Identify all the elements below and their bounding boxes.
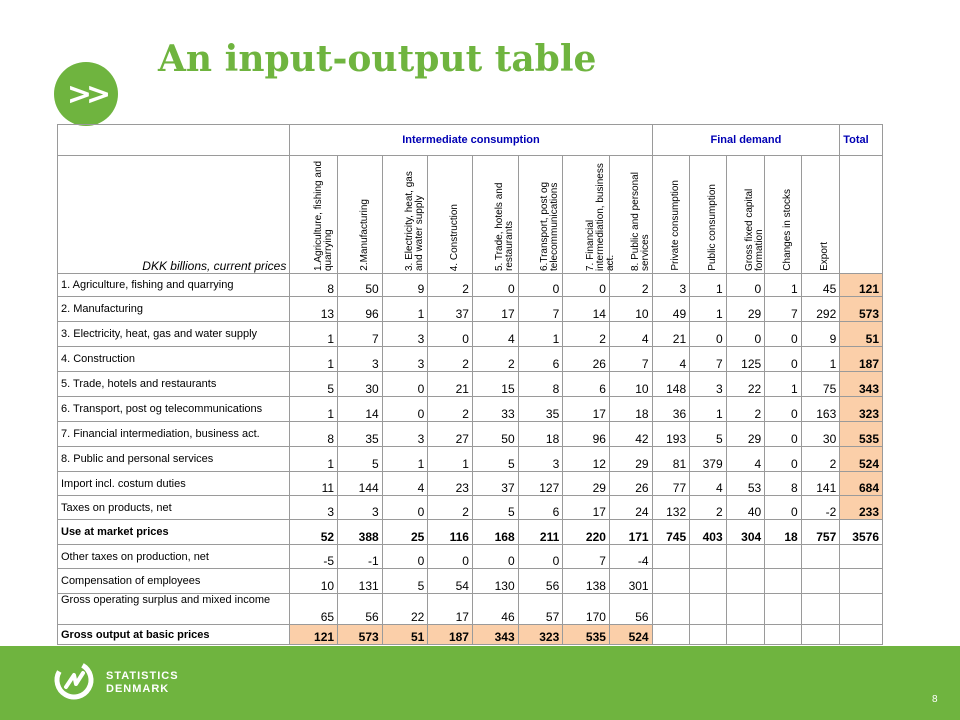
table-cell: 5 [382,569,428,594]
row-label: 6. Transport, post og telecommunications [58,397,290,422]
table-cell: 2 [428,496,473,520]
table-cell: 343 [840,372,883,397]
table-cell: 4 [472,322,518,347]
column-header [609,156,652,274]
table-cell: 11 [290,472,338,496]
table-cell: 170 [563,594,610,625]
table-cell: 130 [472,569,518,594]
table-cell: 1 [428,447,473,472]
column-header [472,156,518,274]
table-cell: 2 [690,496,727,520]
table-cell: 8 [290,274,338,297]
page-title: An input-output table [158,38,597,80]
table-cell: 54 [428,569,473,594]
table-cell: 52 [290,520,338,545]
table-cell: 5 [290,372,338,397]
table-cell: 4 [652,347,690,372]
column-header-label: 7. Financial intermediation, business act. [585,163,617,271]
table-cell: 30 [338,372,383,397]
table-cell: 0 [472,274,518,297]
table-cell: 5 [690,422,727,447]
table-cell: 17 [472,297,518,322]
table-cell: 121 [840,274,883,297]
table-cell [652,569,690,594]
table-cell: 49 [652,297,690,322]
table-cell: 116 [428,520,473,545]
table-cell: 3576 [840,520,883,545]
column-header [563,156,617,274]
table-cell: 4 [690,472,727,496]
table-cell [801,569,840,594]
column-header-label: 5. Trade, hotels and restaurants [494,182,516,271]
table-cell: 168 [472,520,518,545]
column-header [652,156,690,274]
table-cell [726,545,765,569]
table-cell: 573 [338,625,383,645]
table-cell: 7 [609,347,652,372]
table-cell: 29 [563,472,610,496]
table-cell: 5 [472,496,518,520]
row-label: Other taxes on production, net [58,545,290,569]
column-header-label: 2.Manufacturing [358,199,370,271]
table-cell: 33 [472,397,518,422]
table-row [58,625,883,645]
table-cell: 1 [518,322,563,347]
table-cell: 51 [382,625,428,645]
table-cell: 0 [765,496,802,520]
row-label: Compensation of employees [58,569,290,594]
group-header-total: Total [840,125,883,156]
table-cell: 0 [382,545,428,569]
row-label: Import incl. costum duties [58,472,290,496]
table-cell: 684 [840,472,883,496]
table-cell: 22 [726,372,765,397]
table-cell: 1 [690,397,727,422]
logo-line-2: DENMARK [106,683,170,695]
table-cell: 757 [801,520,840,545]
table-cell [652,625,690,645]
table-cell: 36 [652,397,690,422]
table-cell: 96 [563,422,610,447]
row-label: Use at market prices [58,520,290,545]
table-cell: 27 [428,422,473,447]
table-cell: 2 [428,397,473,422]
table-cell: 524 [609,625,652,645]
table-cell: 403 [690,520,727,545]
table-cell: 37 [472,472,518,496]
unit-label: DKK billions, current prices [58,156,290,274]
table-cell: 1 [290,322,338,347]
table-cell: 1 [801,347,840,372]
column-header [290,156,338,274]
table-cell: 0 [765,347,802,372]
table-cell: -4 [609,545,652,569]
table-cell: 21 [652,322,690,347]
table-row [58,274,883,297]
table-cell: 2 [472,347,518,372]
table-cell: 0 [765,397,802,422]
table-cell: 535 [563,625,610,645]
table-cell: 1 [382,297,428,322]
group-header-intermediate: Intermediate consumption [290,125,652,156]
table-cell: -2 [801,496,840,520]
table-cell: 26 [609,472,652,496]
row-label: 7. Financial intermediation, business act. [58,422,290,447]
table-cell: 187 [840,347,883,372]
table-cell: 3 [690,372,727,397]
table-cell: 9 [382,274,428,297]
header-spacer [58,125,290,156]
table-cell: 0 [382,496,428,520]
table-cell: 3 [382,422,428,447]
table-row [58,472,883,496]
table-cell: 65 [290,594,338,625]
table-cell: 148 [652,372,690,397]
table-cell: 8 [518,372,563,397]
table-cell: 23 [428,472,473,496]
table-cell: 14 [338,397,383,422]
table-row [58,397,883,422]
column-header [338,156,383,274]
table-row [58,297,883,322]
column-header-label: Private consumption [669,180,681,271]
table-cell: 29 [609,447,652,472]
table-cell: 0 [765,322,802,347]
table-cell: 42 [609,422,652,447]
table-cell: 8 [765,472,802,496]
input-output-table [57,124,883,645]
table-cell: 3 [290,496,338,520]
table-cell [690,625,727,645]
table-cell: 0 [472,545,518,569]
table-cell: 7 [690,347,727,372]
table-cell: -1 [338,545,383,569]
table-cell: 17 [563,397,610,422]
table-row [58,545,883,569]
column-header-label: 4. Construction [449,203,461,271]
table-cell: 53 [726,472,765,496]
table-cell: 6 [518,347,563,372]
table-cell [765,545,802,569]
row-label: 1. Agriculture, fishing and quarrying [58,274,290,297]
row-label: Gross operating surplus and mixed income [58,594,290,625]
table-cell: 2 [563,322,610,347]
table-cell: 96 [338,297,383,322]
table-cell: 10 [290,569,338,594]
row-label: 2. Manufacturing [58,297,290,322]
table-cell: 1 [290,447,338,472]
table-cell: 35 [518,397,563,422]
table-cell: 9 [801,322,840,347]
table-cell: 57 [518,594,563,625]
table-cell: 292 [801,297,840,322]
row-label: Taxes on products, net [58,496,290,520]
table-cell: 2 [801,447,840,472]
table-cell: 0 [563,274,610,297]
table-cell: 323 [840,397,883,422]
table-cell: 14 [563,297,610,322]
table-cell: 3 [652,274,690,297]
table-cell: 187 [428,625,473,645]
table-cell: 15 [472,372,518,397]
table-cell [840,545,883,569]
column-header [428,156,473,274]
table-cell: 301 [609,569,652,594]
table-cell: 26 [563,347,610,372]
row-label: 5. Trade, hotels and restaurants [58,372,290,397]
table-cell: 127 [518,472,563,496]
table-cell: 0 [726,274,765,297]
table-cell [726,625,765,645]
table-cell: 1 [765,274,802,297]
table-cell: 121 [290,625,338,645]
table-cell: 163 [801,397,840,422]
table-cell: 6 [563,372,610,397]
column-header-label: Gross fixed capital formation [744,188,766,271]
column-header-label: Public consumption [706,184,718,271]
table-cell: 0 [690,322,727,347]
table-cell [801,625,840,645]
table-cell: 12 [563,447,610,472]
table-cell: 4 [382,472,428,496]
row-label: Gross output at basic prices [58,625,290,645]
table-cell: 2 [428,347,473,372]
table-cell: 233 [840,496,883,520]
table-cell: 0 [726,322,765,347]
page-number: 8 [932,694,938,705]
table-cell: 50 [472,422,518,447]
table-cell: 8 [290,422,338,447]
table-cell: 24 [609,496,652,520]
table-cell: 6 [518,496,563,520]
table-cell [840,569,883,594]
table-cell: 0 [382,372,428,397]
table-row [58,372,883,397]
table-cell: 0 [765,422,802,447]
table-cell: 75 [801,372,840,397]
table-cell: 211 [518,520,563,545]
table-cell: 4 [726,447,765,472]
table-cell: 25 [382,520,428,545]
table-cell: 2 [726,397,765,422]
table-cell: 343 [472,625,518,645]
table-cell: 0 [518,274,563,297]
table-cell [726,594,765,625]
table-cell: 138 [563,569,610,594]
table-row [58,520,883,545]
table-cell: 10 [609,372,652,397]
table-cell: 131 [338,569,383,594]
row-label: 4. Construction [58,347,290,372]
column-header [801,156,840,274]
column-header-label: 6.Transport, post og telecommunications [539,181,561,271]
table-cell: 125 [726,347,765,372]
table-cell: 2 [609,274,652,297]
column-header [518,156,563,274]
table-cell: 7 [518,297,563,322]
column-header [690,156,727,274]
table-cell: 18 [609,397,652,422]
group-header-final-demand: Final demand [652,125,840,156]
table-cell: 29 [726,297,765,322]
table-row [58,496,883,520]
column-header-label: Export [819,242,831,271]
statistics-denmark-logo-icon [54,660,94,700]
table-cell: 3 [382,322,428,347]
table-cell: 1 [382,447,428,472]
table-cell: 4 [609,322,652,347]
table-cell: 220 [563,520,610,545]
table-cell [801,545,840,569]
table-cell [726,569,765,594]
table-row [58,322,883,347]
table-row [58,569,883,594]
table-cell: 40 [726,496,765,520]
column-header [765,156,802,274]
table-cell: 388 [338,520,383,545]
table-cell: 56 [609,594,652,625]
table-cell: 45 [801,274,840,297]
column-header [726,156,765,274]
table-cell: 0 [518,545,563,569]
column-header [382,156,428,274]
table-cell [801,594,840,625]
table-cell: 30 [801,422,840,447]
table-cell: 0 [765,447,802,472]
section-badge: >> [54,62,118,126]
table-cell: 10 [609,297,652,322]
table-cell: 1 [290,347,338,372]
table-cell: 141 [801,472,840,496]
table-cell: 1 [690,274,727,297]
table-cell: 5 [338,447,383,472]
column-header-label: 3. Electricity, heat, gas and water supply [404,171,426,271]
column-header-label: 1.Agriculture, fishing and quarrying [312,160,334,271]
table-cell: 7 [338,322,383,347]
table-cell: 17 [428,594,473,625]
table-cell [690,594,727,625]
table-cell: 144 [338,472,383,496]
table-cell: 323 [518,625,563,645]
table-cell: 5 [472,447,518,472]
table-cell: 46 [472,594,518,625]
table-row [58,447,883,472]
row-label: 3. Electricity, heat, gas and water supply [58,322,290,347]
table-cell: 132 [652,496,690,520]
table-cell: 21 [428,372,473,397]
table-cell: 22 [382,594,428,625]
table-cell: 3 [338,347,383,372]
table-cell [652,545,690,569]
table-cell: 50 [338,274,383,297]
table-cell: 171 [609,520,652,545]
table-cell [690,569,727,594]
table-cell [765,594,802,625]
table-cell: 81 [652,447,690,472]
table-cell: 535 [840,422,883,447]
row-label: 8. Public and personal services [58,447,290,472]
table-cell [652,594,690,625]
table-cell: 1 [765,372,802,397]
table-cell: 0 [428,322,473,347]
table-cell: 7 [563,545,610,569]
table-cell: 13 [290,297,338,322]
table-cell: 3 [338,496,383,520]
table-cell [690,545,727,569]
table-cell: 379 [690,447,727,472]
table-cell: 37 [428,297,473,322]
table-cell: 35 [338,422,383,447]
table-cell: 3 [382,347,428,372]
table-row [58,422,883,447]
table-cell [765,625,802,645]
table-cell: 1 [690,297,727,322]
table-cell: 193 [652,422,690,447]
table-row [58,347,883,372]
table-cell: 18 [518,422,563,447]
table-cell: 18 [765,520,802,545]
table-cell: 7 [765,297,802,322]
table-cell: 56 [518,569,563,594]
table-cell [765,569,802,594]
column-header-label: Changes in stocks [781,189,793,271]
table-cell: 56 [338,594,383,625]
table-cell: 524 [840,447,883,472]
table-cell: 29 [726,422,765,447]
table-cell: 0 [428,545,473,569]
table-cell: 1 [290,397,338,422]
column-header-total [840,156,883,274]
table-cell: 17 [563,496,610,520]
table-cell: 304 [726,520,765,545]
table-cell: 573 [840,297,883,322]
table-cell: -5 [290,545,338,569]
table-cell: 2 [428,274,473,297]
logo-line-1: STATISTICS [106,670,179,682]
logo-text [106,670,179,696]
table-cell: 745 [652,520,690,545]
table-cell: 3 [518,447,563,472]
table-cell: 51 [840,322,883,347]
table-cell [840,594,883,625]
table-cell [840,625,883,645]
table-cell: 77 [652,472,690,496]
table-cell: 0 [382,397,428,422]
table-row [58,594,883,625]
column-header-label: 8. Public and personal services [629,172,651,271]
